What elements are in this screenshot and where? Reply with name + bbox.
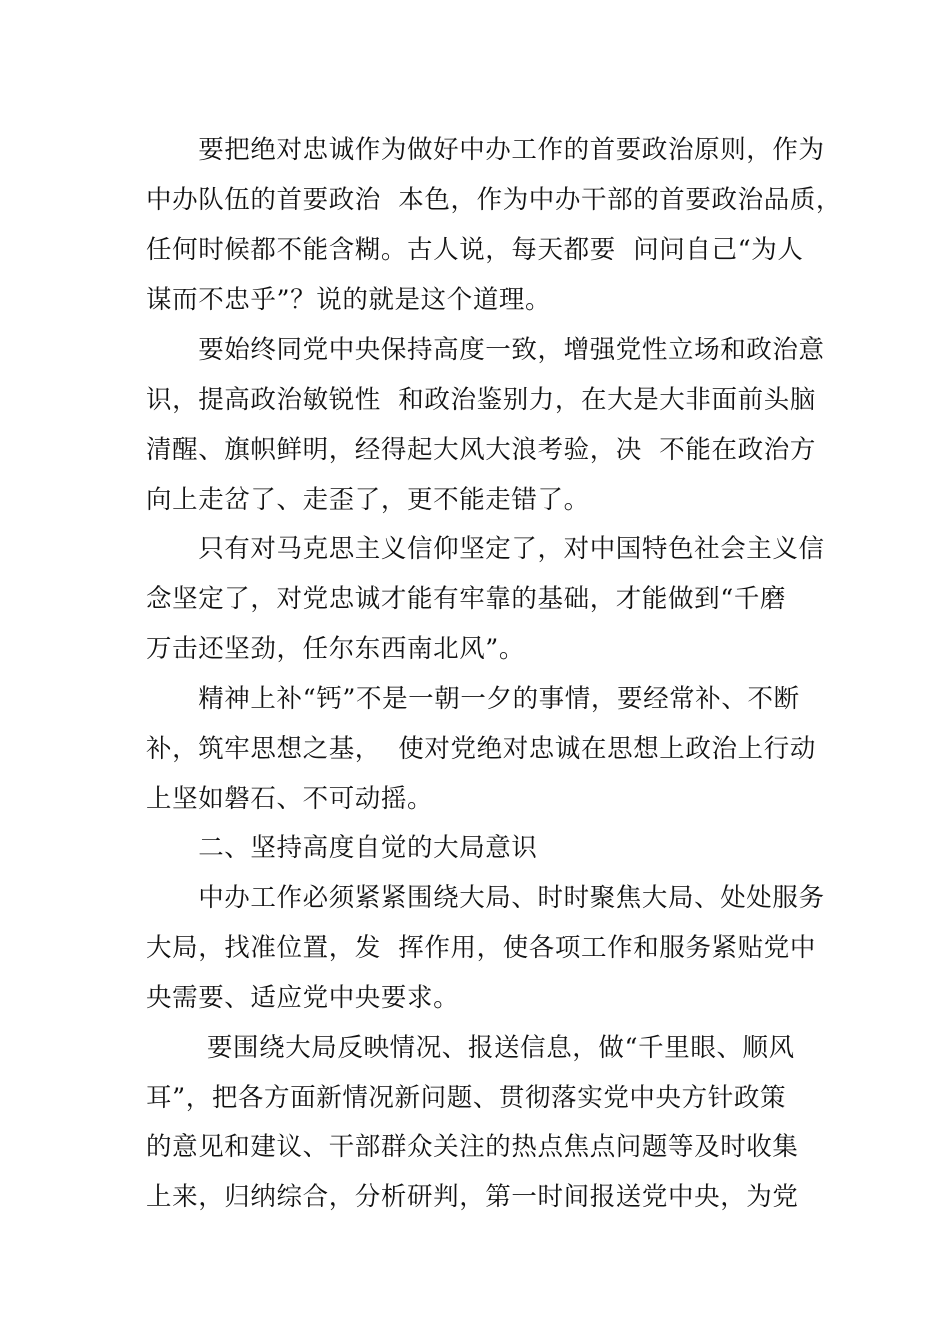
- text-line: 要把绝对忠诚作为做好中办工作的首要政治原则，作为: [146, 135, 825, 165]
- section-heading: 二、坚持高度自觉的大局意识: [146, 833, 538, 863]
- text-line: 大局，找准位置，发 挥作用，使各项工作和服务紧贴党中: [146, 933, 816, 963]
- text-line: 只有对马克思主义信仰坚定了，对中国特色社会主义信: [146, 534, 825, 564]
- text-line: 要始终同党中央保持高度一致，增强党性立场和政治意: [146, 335, 825, 365]
- text-line: 念坚定了，对党忠诚才能有牢靠的基础，才能做到“千磨: [146, 584, 787, 614]
- text-line: 谋而不忠乎”？说的就是这个道理。: [146, 285, 552, 315]
- text-line: 耳”，把各方面新情况新问题、贯彻落实党中央方针政策: [146, 1083, 787, 1113]
- text-line: 的意见和建议、干部群众关注的热点焦点问题等及时收集: [146, 1132, 799, 1162]
- text-line: 要围绕大局反映情况、报送信息，做“千里眼、顺风: [146, 1033, 795, 1063]
- text-line: 万击还坚劲，任尔东西南北风”。: [146, 634, 526, 664]
- text-line: 精神上补“钙”不是一朝一夕的事情，要经常补、不断: [146, 684, 800, 714]
- text-line: 识，提高政治敏锐性 和政治鉴别力，在大是大非面前头脑: [146, 385, 816, 415]
- text-line: 上坚如磐石、不可动摇。: [146, 784, 434, 814]
- text-line: 中办队伍的首要政治 本色，作为中办干部的首要政治品质，: [146, 185, 843, 215]
- text-line: 任何时候都不能含糊。古人说，每天都要 问问自己“为人: [146, 235, 804, 265]
- text-line: 上来，归纳综合，分析研判，第一时间报送党中央，为党: [146, 1182, 799, 1212]
- text-line: 央需要、适应党中央要求。: [146, 983, 460, 1013]
- text-line: 清醒、旗帜鲜明，经得起大风大浪考验，决 不能在政治方: [146, 435, 816, 465]
- text-line: 补，筑牢思想之基， 使对党绝对忠诚在思想上政治上行动: [146, 734, 816, 764]
- text-line: 中办工作必须紧紧围绕大局、时时聚焦大局、处处服务: [146, 883, 825, 913]
- text-line: 向上走岔了、走歪了，更不能走错了。: [146, 485, 590, 515]
